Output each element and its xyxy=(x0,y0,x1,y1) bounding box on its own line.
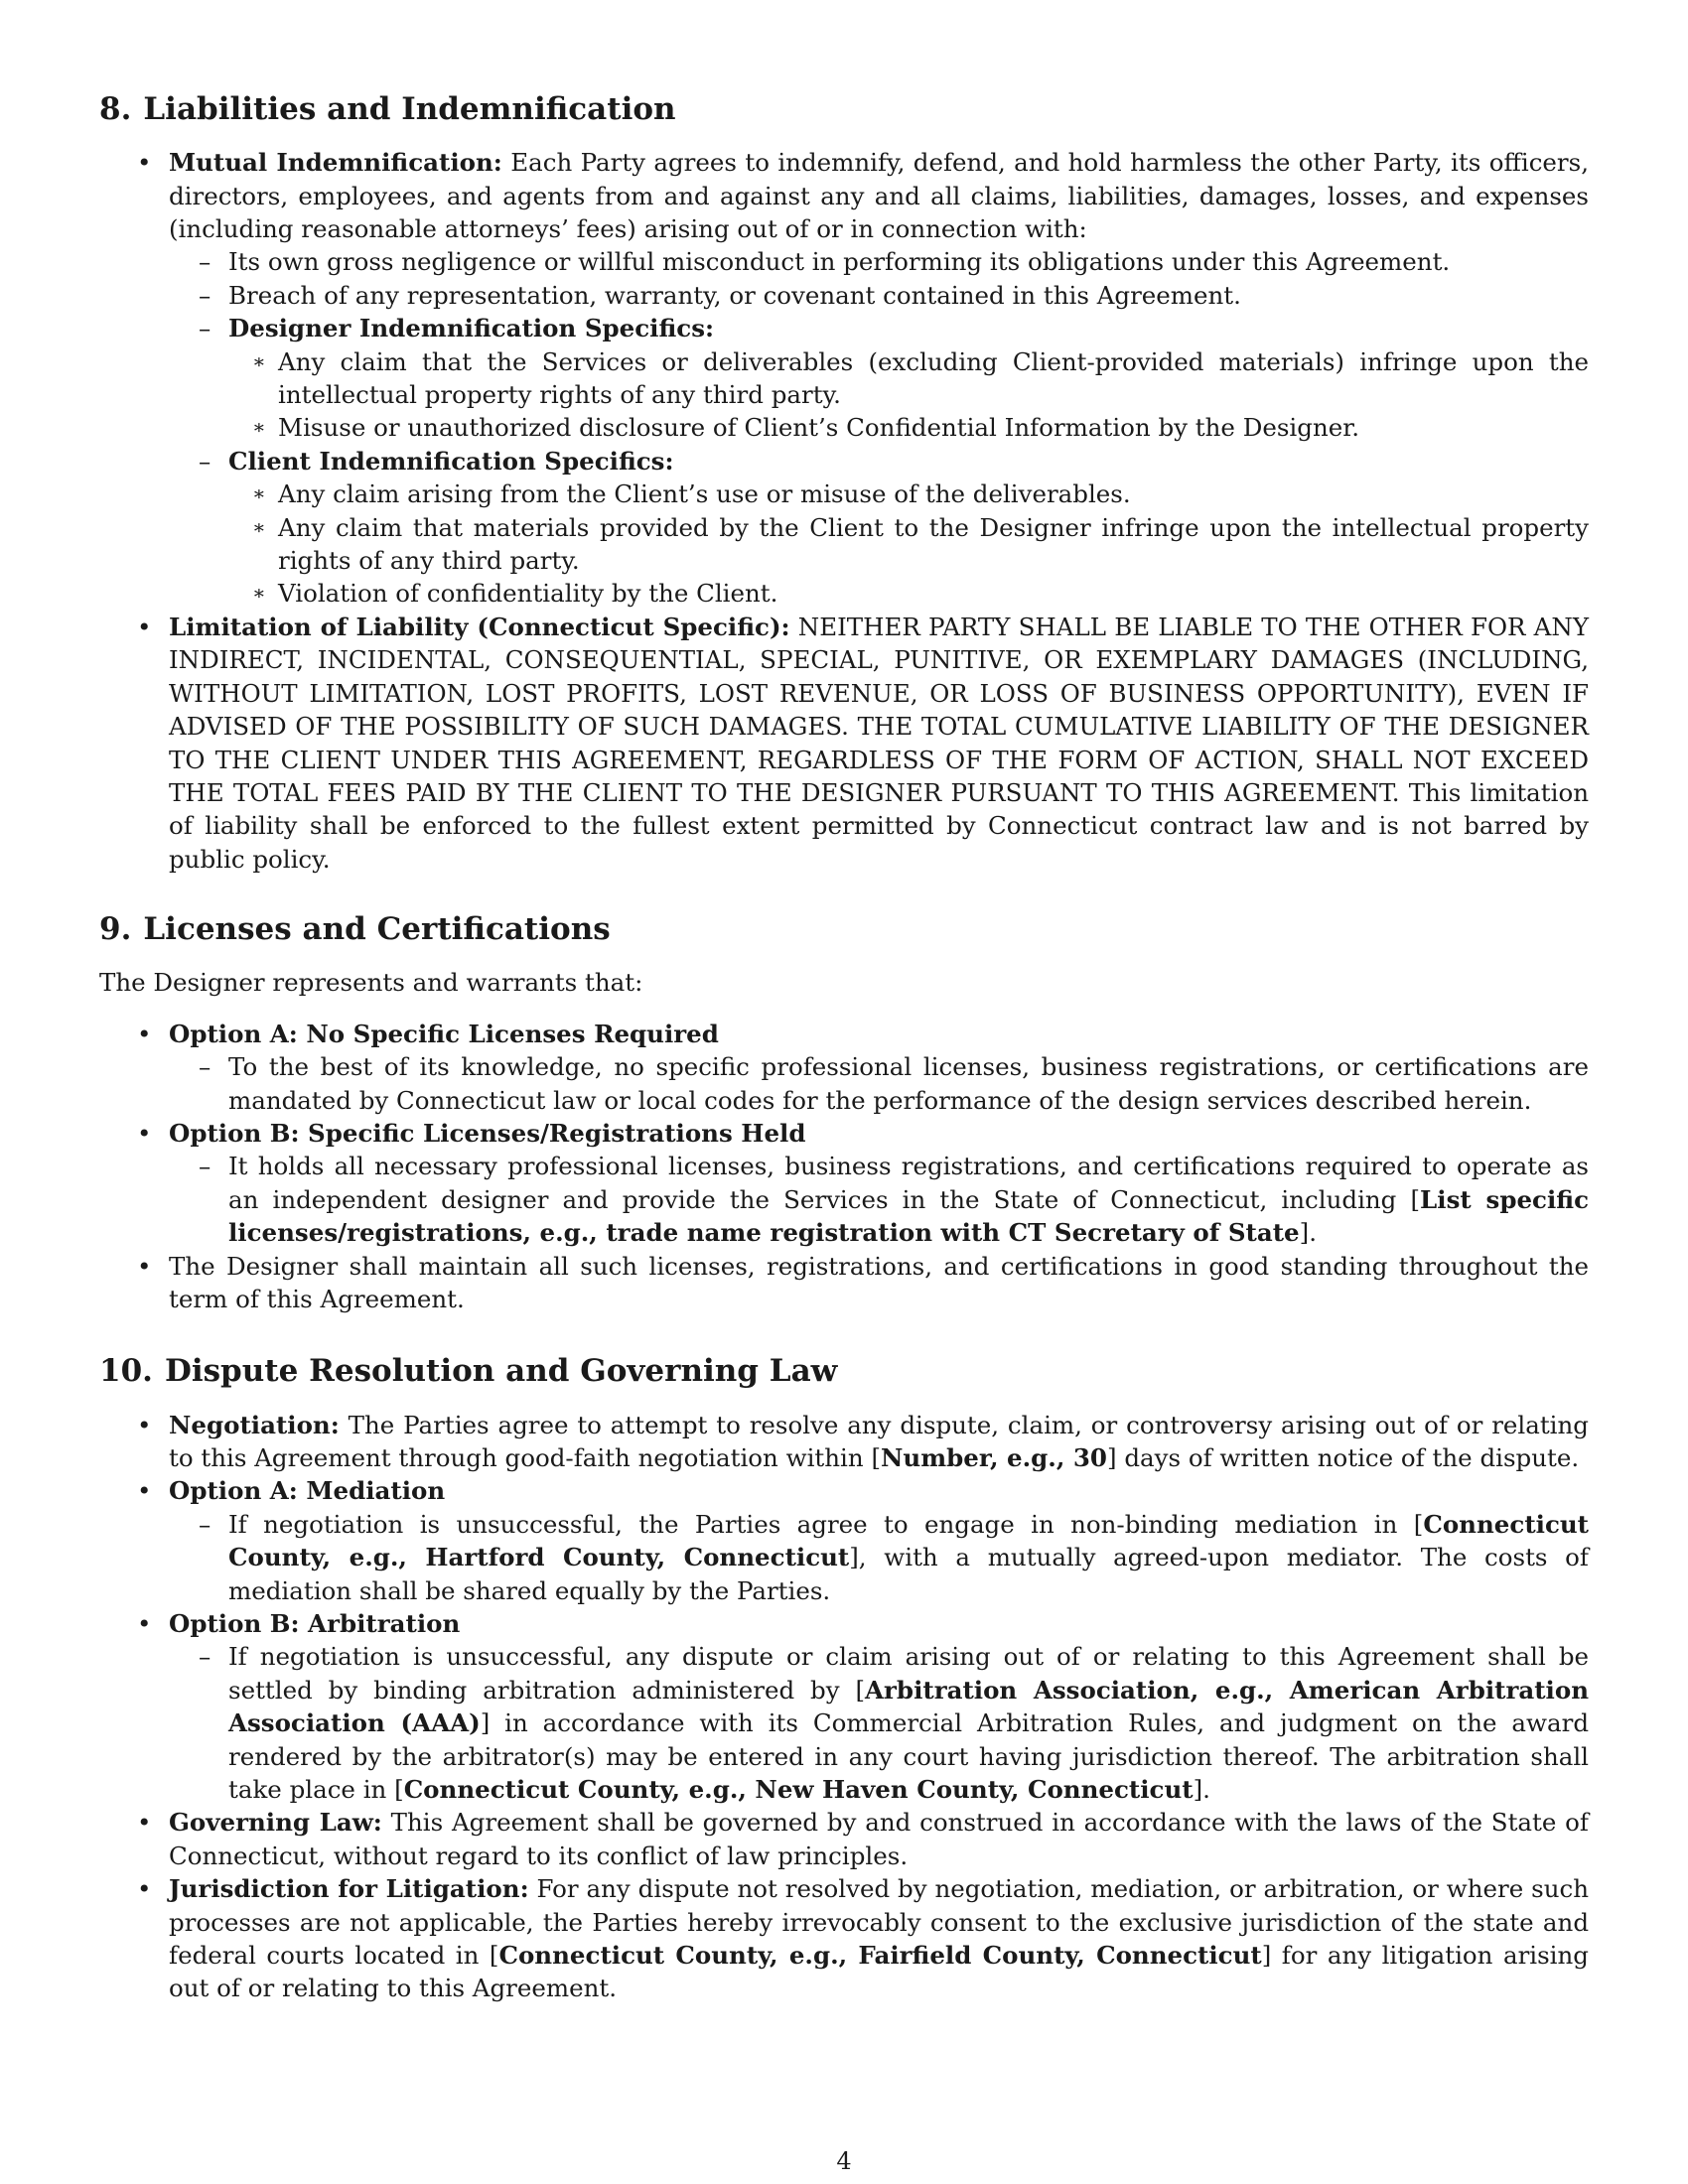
section-10-list xyxy=(99,1409,1589,2005)
list-item: • Mutual Indemnification: Each Party agrees to indemnify, defend, and hold harmless the other Party, its officers, directors, employees, and agents from and against any and all claims, liabilities, damages, losses, and expenses (including reasonable attorneys’ fees) arising out of or in connection with: – Its own gross negligence or willful misconduct in performing its obligations under this Agreement. – Breach of any representation, warranty, or covenant contained in this Agreement. – Designer Indemnification Specifics: ∗ Any claim that the Services or deliverables (excluding Client-provided materials) infringe upon the intellectual property rights of any third party. ∗ Misuse or unauthorized disclosure of Client’s Confidential Information by the Designer. – Client Indemnification Specifics: ∗ Any claim arising from the Client’s use or misuse of the deliverables. ∗ Any claim that materials provided by the Client to the Designer infringe upon the intellectual property rights of any third party. ∗ Violation of confidentiality by the Client. xyxy=(99,146,1589,611)
list-item: – Designer Indemnification Specifics: ∗ Any claim that the Services or deliverables (excluding Client-provided materials) infringe upon the intellectual property rights of any third party. ∗ Misuse or unauthorized disclosure of Client’s Confidential Information by the Designer. xyxy=(169,312,1589,445)
list-item: ∗ Any claim arising from the Client’s use or misuse of the deliverables. xyxy=(252,479,1131,509)
list-item: • Option B: Arbitration – If negotiation is unsuccessful, any dispute or claim arising out of or relating to this Agreement shall be settled by binding arbitration administered by [Arbitration Association, e.g., American Arbitration Association (AAA)] in accordance with its Commercial Arbitration Rules, and judgment on the award rendered by the arbitrator(s) may be entered in any court having jurisdiction thereof. The arbitration shall take place in [Connecticut County, e.g., New Haven County, Connecticut]. xyxy=(99,1607,1589,1806)
list-item: • Limitation of Liability (Connecticut Specific): NEITHER PARTY SHALL BE LIABLE TO THE OTHER FOR ANY INDIRECT, INCIDENTAL, CONSEQUENTIAL, SPECIAL, PUNITIVE, OR EXEMPLARY DAMAGES (INCLUDING, WITHOUT LIMITATION, LOST PROFITS, LOST REVENUE, OR LOSS OF BUSINESS OPPORTUNITY), EVEN IF ADVISED OF THE POSSIBILITY OF SUCH DAMAGES. THE TOTAL CUMULATIVE LIABILITY OF THE DESIGNER TO THE CLIENT UNDER THIS AGREEMENT, REGARDLESS OF THE FORM OF ACTION, SHALL NOT EXCEED THE TOTAL FEES PAID BY THE CLIENT TO THE DESIGNER PURSUANT TO THIS AGREEMENT. This limitation of liability shall be enforced to the fullest extent permitted by Connecticut contract law and is not barred by public policy. xyxy=(137,612,1589,874)
section-10-heading: 10. Dispute Resolution and Governing Law xyxy=(99,1353,838,1390)
list-item: • Jurisdiction for Litigation: For any dispute not resolved by negotiation, mediation, or arbitration, or where such processes are not applicable, the Parties hereby irrevocably consent to the exclusive jurisdiction of the state and federal courts located in [Connecticut County, e.g., Fairfield County, Connecticut] for any litigation arising out of or relating to this Agreement. xyxy=(137,1874,1589,2003)
list-item: – To the best of its knowledge, no specific professional licenses, business registrations, or certifications are mandated by Connecticut law or local codes for the performance of the design services described herein. xyxy=(199,1052,1589,1115)
list-item: – It holds all necessary professional licenses, business registrations, and certifications required to operate as an independent designer and provide the Services in the State of Connecticut, including [List specific licenses/registrations, e.g., trade name registration with CT Secretary of State]. xyxy=(199,1152,1589,1248)
list-item: • Option A: No Specific Licenses Required – To the best of its knowledge, no specific professional licenses, business registrations, or certifications are mandated by Connecticut law or local codes for the performance of the design services described herein. xyxy=(99,1018,1589,1117)
list-item: • The Designer shall maintain all such licenses, registrations, and certifications in good standing throughout the term of this Agreement. xyxy=(137,1251,1589,1313)
section-8-list xyxy=(99,146,1589,876)
list-item: ∗ Any claim that materials provided by the Client to the Designer infringe upon the intellectual property rights of any third party. xyxy=(252,512,1589,576)
list-item: – Breach of any representation, warranty, or covenant contained in this Agreement. xyxy=(199,280,1241,310)
section-9-intro: The Designer represents and warrants that: xyxy=(99,968,643,998)
section-9-heading: 9. Licenses and Certifications xyxy=(99,911,611,948)
section-9-list xyxy=(99,1018,1589,1316)
page-number: 4 xyxy=(836,2147,852,2175)
list-item: • Negotiation: The Parties agree to attempt to resolve any dispute, claim, or controversy arising out of or relating to this Agreement through good-faith negotiation within [Number, e.g., 30] days of written notice of the dispute. xyxy=(137,1410,1589,1472)
list-item: • Option B: Specific Licenses/Registrations Held – It holds all necessary professional licenses, business registrations, and certifications required to operate as an independent designer and provide the Services in the State of Connecticut, including [List specific licenses/registrations, e.g., trade name registration with CT Secretary of State]. xyxy=(99,1117,1589,1250)
list-item: • Governing Law: This Agreement shall be governed by and construed in accordance with the laws of the State of Connecticut, without regard to its conflict of law principles. xyxy=(137,1808,1589,1870)
list-item: – If negotiation is unsuccessful, any dispute or claim arising out of or relating to this Agreement shall be settled by binding arbitration administered by [Arbitration Association, e.g., American Arbitration Association (AAA)] in accordance with its Commercial Arbitration Rules, and judgment on the award rendered by the arbitrator(s) may be entered in any court having jurisdiction thereof. The arbitration shall take place in [Connecticut County, e.g., New Haven County, Connecticut]. xyxy=(199,1642,1590,1805)
list-item: • Option A: Mediation – If negotiation is unsuccessful, the Parties agree to engage in non-binding mediation in [Connecticut County, e.g., Hartford County, Connecticut], with a mutually agreed-upon mediator. The costs of mediation shall be shared equally by the Parties. xyxy=(99,1474,1589,1607)
list-item: – Client Indemnification Specifics: ∗ Any claim arising from the Client’s use or misuse of the deliverables. ∗ Any claim that materials provided by the Client to the Designer infringe upon the intellectual property rights of any third party. ∗ Violation of confidentiality by the Client. xyxy=(169,445,1589,611)
list-item: – If negotiation is unsuccessful, the Parties agree to engage in non-binding mediation in [Connecticut County, e.g., Hartford County, Connecticut], with a mutually agreed-upon mediator. The costs of mediation shall be shared equally by the Parties. xyxy=(199,1509,1589,1605)
list-item: – Its own gross negligence or willful misconduct in performing its obligations under this Agreement. xyxy=(199,247,1451,277)
list-item: ∗ Misuse or unauthorized disclosure of Client’s Confidential Information by the Designer. xyxy=(252,413,1360,443)
list-item: ∗ Any claim that the Services or deliverables (excluding Client-provided materials) infringe upon the intellectual property rights of any third party. xyxy=(252,346,1589,410)
document-page xyxy=(99,91,1589,2005)
list-item: ∗ Violation of confidentiality by the Client. xyxy=(252,579,778,609)
section-8-heading: 8. Liabilities and Indemnification xyxy=(99,91,676,127)
